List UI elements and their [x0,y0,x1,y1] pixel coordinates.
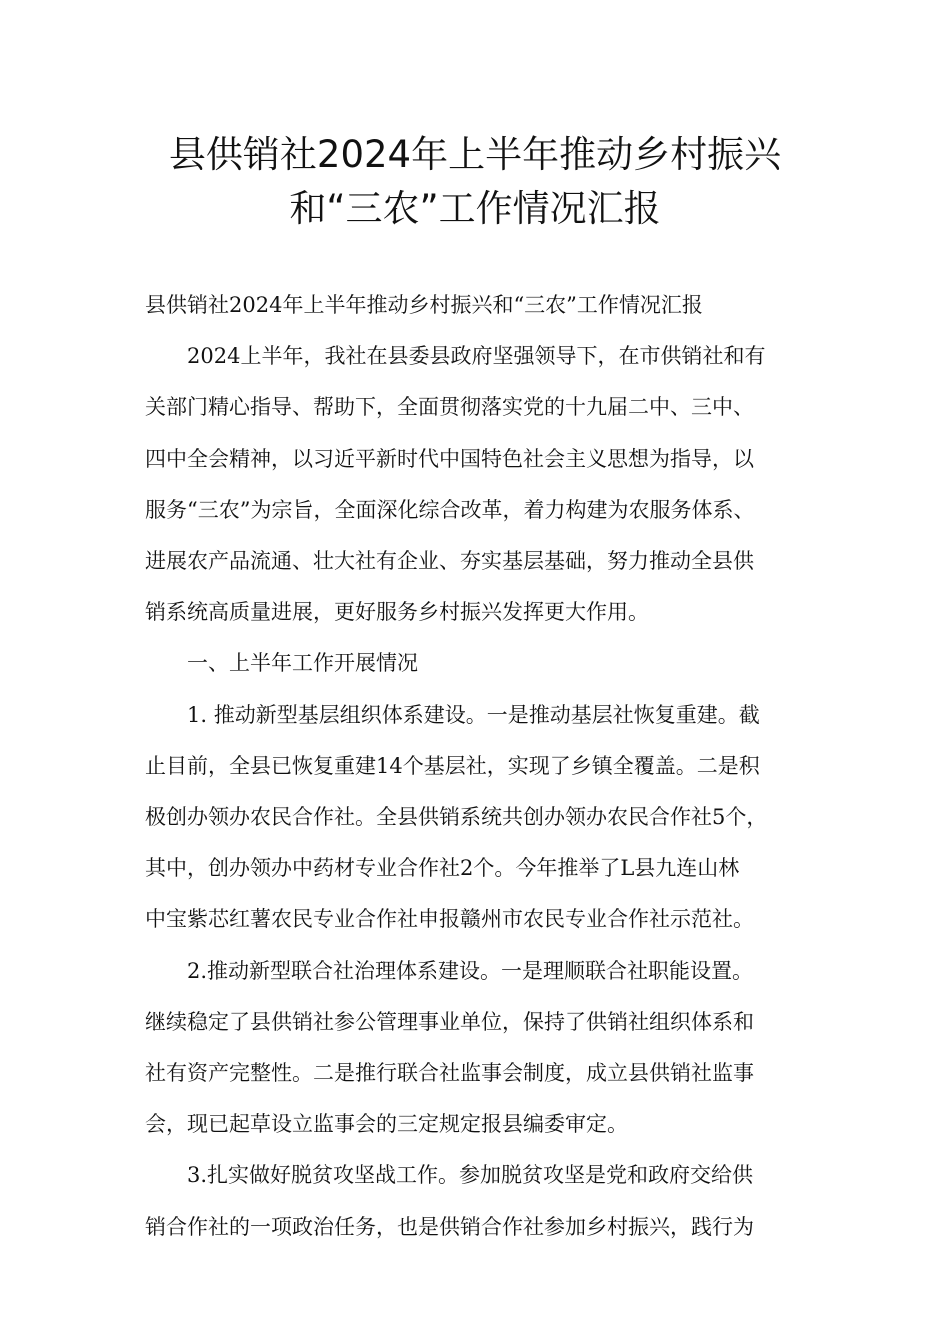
paragraph-line: 服务“三农”为宗旨，全面深化综合改革，着力构建为农服务体系、 [145,497,755,522]
document-title-line-1: 县供销社2024年上半年推动乡村振兴 [168,133,782,176]
paragraph-line: 3.扎实做好脱贫攻坚战工作。参加脱贫攻坚是党和政府交给供 [187,1163,754,1188]
document-title-line-2: 和“三农”工作情况汇报 [289,187,661,230]
section-heading-text: 一、上半年工作开展情况 [187,651,418,676]
document-body [145,280,815,1253]
paragraph-line: 2024上半年，我社在县委县政府坚强领导下，在市供销社和有 [187,344,766,369]
paragraph-line: 四中全会精神，以习近平新时代中国特色社会主义思想为指导，以 [145,446,754,471]
document-title [0,128,950,236]
section-heading [145,638,815,689]
paragraph-line: 销合作社的一项政治任务，也是供销合作社参加乡村振兴，践行为 [145,1214,754,1239]
paragraph-line: 会，现已起草设立监事会的三定规定报县编委审定。 [145,1112,628,1137]
paragraph-line: 2.推动新型联合社治理体系建设。一是理顺联合社职能设置。 [187,958,754,983]
paragraph-line: 关部门精心指导、帮助下，全面贯彻落实党的十九届二中、三中、 [145,395,754,420]
paragraph-item-2 [145,946,815,1151]
paragraph-line: 销系统高质量进展，更好服务乡村振兴发挥更大作用。 [145,600,649,625]
paragraph-line: 其中，创办领办中药材专业合作社2个。今年推举了L县九连山林 [145,856,740,881]
paragraph-subtitle [145,280,815,331]
paragraph-line: 社有资产完整性。二是推行联合社监事会制度，成立县供销社监事 [145,1061,754,1086]
paragraph-line: 1. 推动新型基层组织体系建设。一是推动基层社恢复重建。截 [187,702,760,727]
paragraph-item-1 [145,690,815,946]
paragraph-item-3 [145,1150,815,1252]
paragraph-line: 止目前，全县已恢复重建14个基层社，实现了乡镇全覆盖。二是积 [145,753,760,778]
paragraph-line: 中宝紫芯红薯农民专业合作社申报赣州市农民专业合作社示范社。 [145,907,754,932]
paragraph-line: 进展农产品流通、壮大社有企业、夯实基层基础，努力推动全县供 [145,549,754,574]
paragraph-line: 极创办领办农民合作社。全县供销系统共创办领办农民合作社5个， [145,805,768,830]
paragraph-intro [145,331,815,638]
paragraph-line: 县供销社2024年上半年推动乡村振兴和“三农”工作情况汇报 [145,293,703,317]
paragraph-line: 继续稳定了县供销社参公管理事业单位，保持了供销社组织体系和 [145,1009,754,1034]
